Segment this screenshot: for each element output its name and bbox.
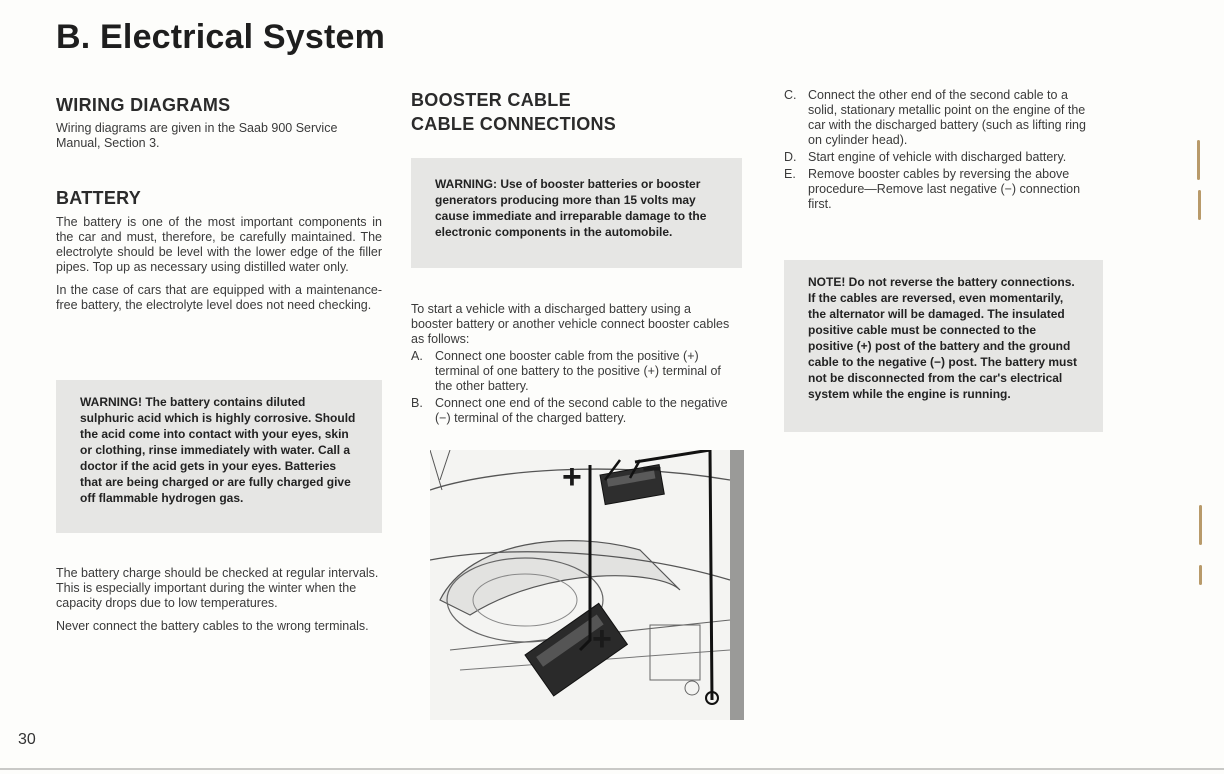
edge-mark [1197, 140, 1200, 180]
step-text: Remove booster cables by reversing the above procedure—Remove last negative (−) connection first. [808, 167, 1081, 211]
booster-heading-line-1: BOOSTER CABLE [411, 90, 571, 110]
step-text: Connect the other end of the second cable to a solid, stationary metallic point on the engine of the car with the discharged battery (such as lifting ring on cylinder head). [808, 88, 1086, 147]
booster-intro: To start a vehicle with a discharged battery using a booster battery or another vehicle connect booster cables as follows: [411, 302, 730, 346]
step-letter: A. [411, 349, 423, 363]
edge-mark [1199, 505, 1202, 545]
booster-warning-text: WARNING: Use of booster batteries or booster generators producing more than 15 volts may cause immediate and irreparable damage to the electronic components in the automobile. [435, 177, 707, 239]
booster-instructions [411, 302, 735, 428]
section-title: B. Electrical System [56, 18, 386, 56]
booster-steps-continued [784, 88, 1096, 214]
page-number: 30 [18, 731, 36, 748]
step-d [784, 150, 1096, 165]
edge-mark [1199, 565, 1202, 585]
engine-bay-drawing [430, 450, 744, 720]
booster-section [411, 88, 741, 136]
page-bottom-rule [0, 768, 1224, 770]
step-text: Start engine of vehicle with discharged battery. [808, 150, 1067, 164]
note-box [784, 260, 1103, 432]
step-text: Connect one end of the second cable to the negative (−) terminal of the charged battery. [435, 396, 728, 425]
battery-paragraph-3: The battery charge should be checked at regular intervals. This is especially important during the winter when the capacity drops due to low temperatures. [56, 566, 379, 610]
booster-heading-line-2: CABLE CONNECTIONS [411, 114, 617, 134]
step-c [784, 88, 1096, 148]
step-letter: D. [784, 150, 797, 164]
illustration-edge-shade [730, 450, 744, 720]
step-text: Connect one booster cable from the positive (+) terminal of one battery to the positive (+) terminal of the other battery. [435, 349, 721, 393]
booster-cable-illustration [430, 450, 744, 720]
plus-sign-top: + [562, 458, 582, 496]
edge-mark [1198, 190, 1201, 220]
battery-paragraph-1: The battery is one of the most important components in the car and must, therefore, be carefully maintained. The electrolyte should be level with the lower edge of the filler pipes. Top up as necessary using distilled water only. [56, 215, 382, 274]
step-e [784, 167, 1096, 212]
battery-section [56, 188, 382, 321]
battery-paragraph-2: In the case of cars that are equipped with a maintenance-free battery, the electrolyte level does not need checking. [56, 283, 382, 312]
battery-care-section [56, 566, 382, 642]
step-letter: E. [784, 167, 796, 181]
wiring-diagrams-heading: WIRING DIAGRAMS [56, 95, 231, 115]
booster-warning-box [411, 158, 742, 268]
step-letter: B. [411, 396, 423, 410]
battery-heading: BATTERY [56, 188, 142, 208]
battery-warning-text: WARNING! The battery contains diluted sulphuric acid which is highly corrosive. Should the acid come into contact with your eyes, skin or clothing, rinse immediately with water. Call a doctor if the acid gets in your eyes. Batteries that are being charged or are fully charged give off flammable hydrogen gas. [80, 395, 356, 505]
wiring-diagrams-section [56, 95, 382, 159]
step-b [411, 396, 735, 426]
battery-warning-box [56, 380, 382, 533]
plus-sign-bottom: + [592, 620, 612, 658]
step-letter: C. [784, 88, 797, 102]
minus-sign-top: − [642, 450, 662, 488]
battery-paragraph-4: Never connect the battery cables to the wrong terminals. [56, 619, 369, 633]
note-text: NOTE! Do not reverse the battery connections. If the cables are reversed, even momentarily, the alternator will be damaged. The insulated positive cable must be connected to the positive (+) post of the battery and the ground cable to the negative (−) post. The battery must not be disconnected from the car's electrical system while the engine is running. [808, 275, 1078, 401]
step-a [411, 349, 735, 394]
booster-steps-ab [411, 349, 735, 426]
wiring-diagrams-text: Wiring diagrams are given in the Saab 900 Service Manual, Section 3. [56, 121, 338, 150]
booster-steps-cde [784, 88, 1096, 212]
